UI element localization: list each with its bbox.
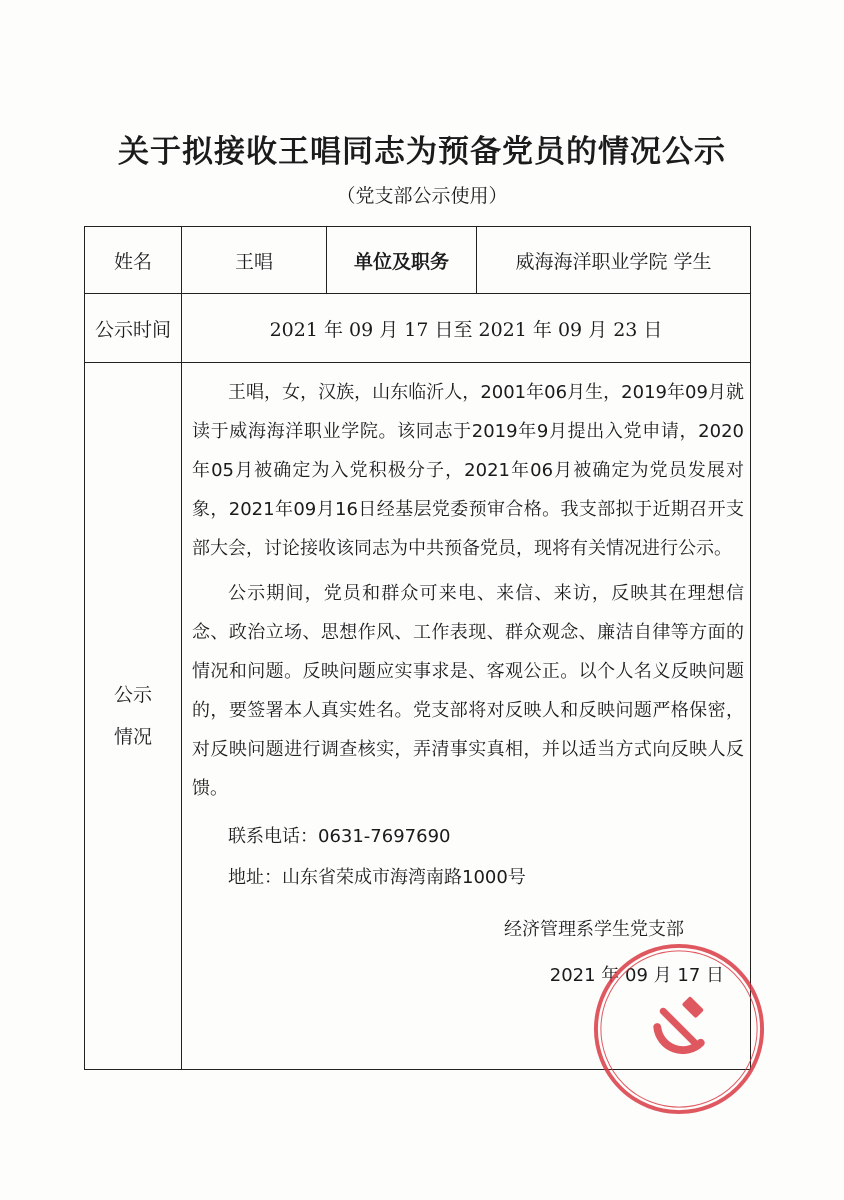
table-row (85, 294, 751, 363)
content-label (85, 363, 182, 1070)
name-value: 王唱 (182, 227, 327, 294)
table-row (85, 363, 751, 1070)
name-label: 姓名 (85, 227, 182, 294)
signature-date: 2021 年 09 月 17 日 (549, 965, 724, 986)
disclosure-table (84, 226, 751, 1070)
period-value: 2021 年 09 月 17 日至 2021 年 09 月 23 日 (182, 294, 751, 363)
content-label-line2: 情况 (113, 726, 152, 748)
unit-label: 单位及职务 (327, 227, 477, 294)
content-label-line1: 公示 (113, 684, 152, 706)
contact-address: 地址：山东省荣成市海湾南路1000号 (228, 867, 526, 888)
signature-org: 经济管理系学生党支部 (504, 919, 684, 940)
content-cell (182, 363, 751, 1070)
paragraph-2: 公示期间，党员和群众可来电、来信、来访，反映其在理想信念、政治立场、思想作风、工作表现、群众观念、廉洁自律等方面的情况和问题。反映问题应实事求是、客观公正。以个人名义反映问题的，要签署本人真实姓名。党支部将对反映人和反映问题严格保密，对反映问题进行调查核实，弄清事实真相，并以适当方式向反映人反馈。 (192, 583, 744, 799)
contact-phone: 联系电话：0631-7697690 (228, 826, 451, 847)
table-row (85, 227, 751, 294)
period-label: 公示时间 (85, 294, 182, 363)
paragraph-1: 王唱，女，汉族，山东临沂人，2001年06月生，2019年09月就读于威海海洋职业学院。该同志于2019年9月提出入党申请，2020年05月被确定为入党积极分子，2021年06月被确定为党员发展对象，2021年09月16日经基层党委预审合格。我支部拟于近期召开支部大会，讨论接收该同志为中共预备党员，现将有关情况进行公示。 (192, 382, 744, 559)
document-subtitle: （党支部公示使用） (336, 185, 508, 207)
document-title: 关于拟接收王唱同志为预备党员的情况公示 (118, 134, 726, 170)
unit-value: 威海海洋职业学院 学生 (477, 227, 751, 294)
